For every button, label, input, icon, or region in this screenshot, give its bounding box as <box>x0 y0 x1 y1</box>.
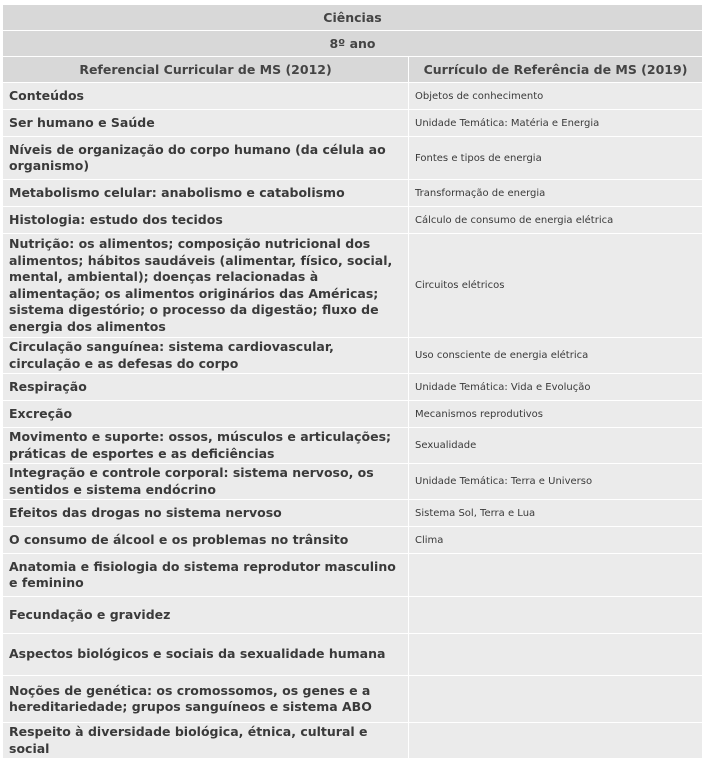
grade-label: 8º ano <box>3 31 703 57</box>
column-header-right: Currículo de Referência de MS (2019) <box>409 57 703 83</box>
table-row <box>3 401 703 428</box>
table-row <box>3 374 703 401</box>
cell-curriculo-2019: Mecanismos reprodutivos <box>409 401 703 428</box>
cell-referencial-2012: O consumo de álcool e os problemas no trânsito <box>3 527 409 554</box>
column-header-left: Referencial Curricular de MS (2012) <box>3 57 409 83</box>
cell-referencial-2012: Excreção <box>3 401 409 428</box>
cell-curriculo-2019 <box>409 554 703 597</box>
cell-referencial-2012: Níveis de organização do corpo humano (da célula ao organismo) <box>3 137 409 180</box>
table-title: Ciências <box>3 5 703 31</box>
cell-referencial-2012: Respeito à diversidade biológica, étnica, cultural e social <box>3 723 409 759</box>
cell-curriculo-2019: Unidade Temática: Terra e Universo <box>409 464 703 500</box>
table-row <box>3 207 703 234</box>
table-row <box>3 500 703 527</box>
cell-curriculo-2019: Sexualidade <box>409 428 703 464</box>
table-row <box>3 527 703 554</box>
cell-referencial-2012: Efeitos das drogas no sistema nervoso <box>3 500 409 527</box>
cell-curriculo-2019: Cálculo de consumo de energia elétrica <box>409 207 703 234</box>
grade-row <box>3 31 703 57</box>
cell-referencial-2012: Circulação sanguínea: sistema cardiovascular, circulação e as defesas do corpo <box>3 338 409 374</box>
cell-curriculo-2019: Uso consciente de energia elétrica <box>409 338 703 374</box>
cell-curriculo-2019 <box>409 634 703 676</box>
table-row <box>3 83 703 110</box>
cell-curriculo-2019: Fontes e tipos de energia <box>409 137 703 180</box>
table-row <box>3 554 703 597</box>
cell-curriculo-2019: Circuitos elétricos <box>409 234 703 338</box>
table-row <box>3 676 703 723</box>
cell-referencial-2012: Aspectos biológicos e sociais da sexualidade humana <box>3 634 409 676</box>
cell-referencial-2012: Metabolismo celular: anabolismo e catabolismo <box>3 180 409 207</box>
cell-referencial-2012: Anatomia e fisiologia do sistema reprodutor masculino e feminino <box>3 554 409 597</box>
table-row <box>3 428 703 464</box>
cell-curriculo-2019: Sistema Sol, Terra e Lua <box>409 500 703 527</box>
cell-referencial-2012: Noções de genética: os cromossomos, os genes e a hereditariedade; grupos sanguíneos e sistema ABO <box>3 676 409 723</box>
cell-curriculo-2019: Unidade Temática: Matéria e Energia <box>409 110 703 137</box>
table-row <box>3 180 703 207</box>
cell-referencial-2012: Nutrição: os alimentos; composição nutricional dos alimentos; hábitos saudáveis (alimentar, físico, social, mental, ambiental); doenças relacionadas à alimentação; os alimentos originários das Américas; sistema digestório; o processo da digestão; fluxo de energia dos alimentos <box>3 234 409 338</box>
column-header-row <box>3 57 703 83</box>
table-row <box>3 464 703 500</box>
table-row <box>3 338 703 374</box>
cell-referencial-2012: Ser humano e Saúde <box>3 110 409 137</box>
table-row <box>3 110 703 137</box>
table-row <box>3 137 703 180</box>
cell-referencial-2012: Fecundação e gravidez <box>3 597 409 634</box>
cell-curriculo-2019 <box>409 723 703 759</box>
cell-curriculo-2019: Transformação de energia <box>409 180 703 207</box>
table-row <box>3 723 703 759</box>
cell-referencial-2012: Movimento e suporte: ossos, músculos e articulações; práticas de esportes e as deficiências <box>3 428 409 464</box>
cell-referencial-2012: Conteúdos <box>3 83 409 110</box>
table-row <box>3 597 703 634</box>
cell-curriculo-2019: Objetos de conhecimento <box>409 83 703 110</box>
cell-curriculo-2019 <box>409 676 703 723</box>
table-row <box>3 234 703 338</box>
cell-curriculo-2019 <box>409 597 703 634</box>
cell-referencial-2012: Integração e controle corporal: sistema nervoso, os sentidos e sistema endócrino <box>3 464 409 500</box>
curriculum-comparison-table <box>2 4 703 759</box>
cell-referencial-2012: Respiração <box>3 374 409 401</box>
cell-curriculo-2019: Unidade Temática: Vida e Evolução <box>409 374 703 401</box>
table-title-row <box>3 5 703 31</box>
cell-curriculo-2019: Clima <box>409 527 703 554</box>
table-row <box>3 634 703 676</box>
cell-referencial-2012: Histologia: estudo dos tecidos <box>3 207 409 234</box>
